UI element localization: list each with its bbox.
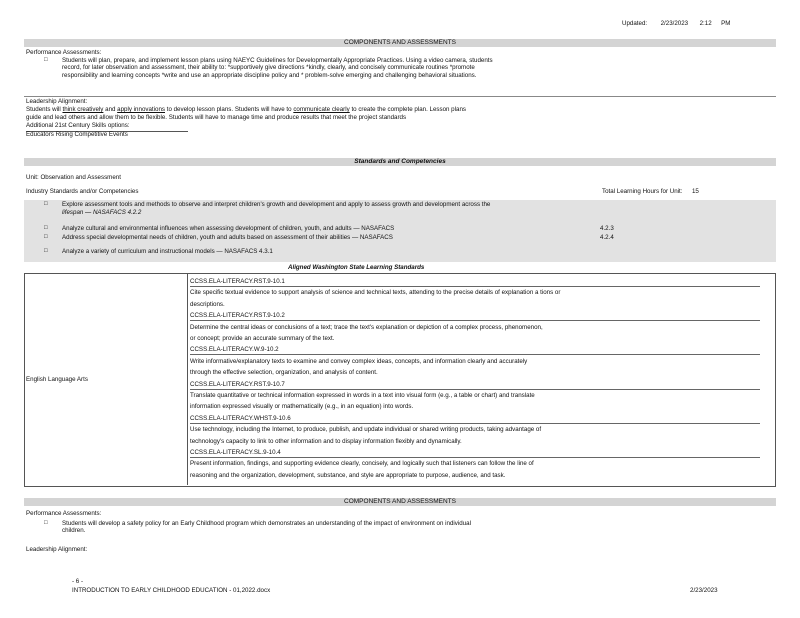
updated-stamp [622,20,730,27]
industry-item-3: Address special developmental needs of children, youth and adults based on assessment of their abilities — NASAFACS [62,234,393,241]
leadership-line-2: guide and lead others and allow them to be flexible. Students will have to manage time and produce results that meet the project standards [26,114,407,121]
standard-text: Cite specific textual evidence to support analysis of science and technical texts, attending to the precise details of explanation a tions or [190,289,561,297]
standard-text: technology's capacity to link to other information and to display information flexibly and dynamically. [190,437,462,445]
bullet-icon: □ [44,57,48,63]
communicate-clearly-link: communicate clearly [293,106,350,113]
table-column-divider [187,274,188,485]
standard-text: Determine the central ideas or conclusions of a text; trace the text's explanation or depiction of a complex process, phenomenon, [190,323,543,331]
section-title: COMPONENTS AND ASSESSMENTS [344,39,456,46]
standard-code: CCSS.ELA-LITERACY.RST.9-10.7 [190,380,285,388]
divider [24,96,776,97]
updated-time: 2:12 [699,20,712,27]
aligned-title: Aligned Washington State Learning Standards [288,264,425,271]
standard-text: through the effective selection, organization, and analysis of content. [190,369,378,377]
updated-date: 2/23/2023 [660,20,689,27]
industry-item-2: Analyze cultural and environmental influences when assessing development of children, youth, and adults — NASAFACS [62,225,395,232]
footer-date: 2/23/2023 [690,587,718,594]
leadership-label-2: Leadership Alignment: [26,546,88,553]
standard-text: Present information, findings, and supporting evidence clearly, concisely, and logically such that listeners can follow the line of [190,460,534,468]
leadership-label: Leadership Alignment: [26,98,88,105]
standard-code: CCSS.ELA-LITERACY.SL.9-10.4 [190,449,281,456]
total-hours: Total Learning Hours for Unit: 15 [602,188,699,195]
code-underline [190,457,760,458]
components-assessments-bar [24,39,776,47]
bullet-icon: □ [44,201,48,207]
standard-text: information expressed visually or mathematically (e.g., in an equation) into words. [190,403,414,411]
industry-label: Industry Standards and/or Competencies [26,188,139,195]
standard-text: Translate quantitative or technical information expressed in words in a text into visual form (e.g., a table or chart) and translate [190,392,535,399]
performance-text: Students will plan, prepare, and implement lesson plans using NAEYC Guidelines for Developmentally Appropriate Practices. Using a video camera, students record, for later observation and assessment, their ability to: *supportively give directions *kindly, clearly, and concisely communicate routines *promote responsibility and learning concepts *write and use an appropriate discipline policy and * problem-solve emerging and challenging behavioral situations. [62,57,493,79]
industry-item-2-code: 4.2.3 [600,225,614,232]
performance-text-2: Students will develop a safety policy for an Early Childhood program which demonstrates an understanding of the impact of environment on individual children. [62,520,471,535]
code-underline [190,423,760,424]
subject-english: English Language Arts [26,376,88,383]
standard-text: Use technology, including the Internet, to produce, publish, and update individual or shared writing products, taking advantage of [190,426,542,434]
updated-label: Updated: [622,20,648,27]
bullet-icon: □ [44,234,48,240]
bullet-icon: □ [44,520,48,526]
code-underline [190,354,760,355]
educators-rising: Educators Rising Competitive Events [26,131,128,138]
total-hours-value: 15 [691,188,699,195]
code-underline [190,389,760,390]
standard-code: CCSS.ELA-LITERACY.WHST.9-10.6 [190,414,291,422]
standard-text: or concept; provide an accurate summary of the text. [190,335,335,342]
standard-text: Write informative/explanatory texts to examine and convey complex ideas, concepts, and information clearly and accurately [190,357,528,365]
standards-title: Standards and Competencies [354,158,446,165]
industry-item-1: Explore assessment tools and methods to observe and interpret children's growth and development and apply to assess growth and development across the [62,201,491,208]
performance-label: Performance Assessments: [26,49,102,56]
document-name: INTRODUCTION TO EARLY CHILDHOOD EDUCATION - 01,2022.docx [72,587,271,594]
performance-label-2: Performance Assessments: [26,510,102,517]
bullet-icon: □ [44,248,48,254]
leadership-line-1: Students will think creatively and apply innovations to develop lesson plans. Students will have to communicate clearly to create the complete plan. Lesson plans [26,106,466,113]
standards-bar [24,158,776,166]
think-creatively-link: think creatively [62,106,104,113]
unit-line: Unit: Observation and Assessment [26,174,121,181]
code-underline [190,320,760,321]
bullet-icon: □ [44,225,48,231]
standard-code: CCSS.ELA-LITERACY.RST.9-10.2 [190,312,285,320]
standard-code: CCSS.ELA-LITERACY.W.9-10.2 [190,346,279,354]
industry-item-3-code: 4.2.4 [600,234,614,241]
standard-text: descriptions. [190,300,225,308]
section-title-2: COMPONENTS AND ASSESSMENTS [344,498,456,505]
components-assessments-bar-2 [24,498,776,506]
updated-ampm: PM [721,20,731,27]
apply-innovations-link: apply innovations [117,106,165,113]
industry-item-1-cont: lifespan — NASAFACS 4.2.2 [62,209,142,216]
standard-code: CCSS.ELA-LITERACY.RST.9-10.1 [190,278,285,285]
code-underline [190,286,760,287]
page-number: - 6 - [72,578,84,585]
industry-item-4: Analyze a variety of curriculum and instructional models — NASAFACS 4.3.1 [62,248,273,255]
additional-skills: Additional 21st Century Skills options: [26,122,130,129]
standard-text: reasoning and the organization, development, substance, and style are appropriate to purpose, audience, and task. [190,471,506,479]
